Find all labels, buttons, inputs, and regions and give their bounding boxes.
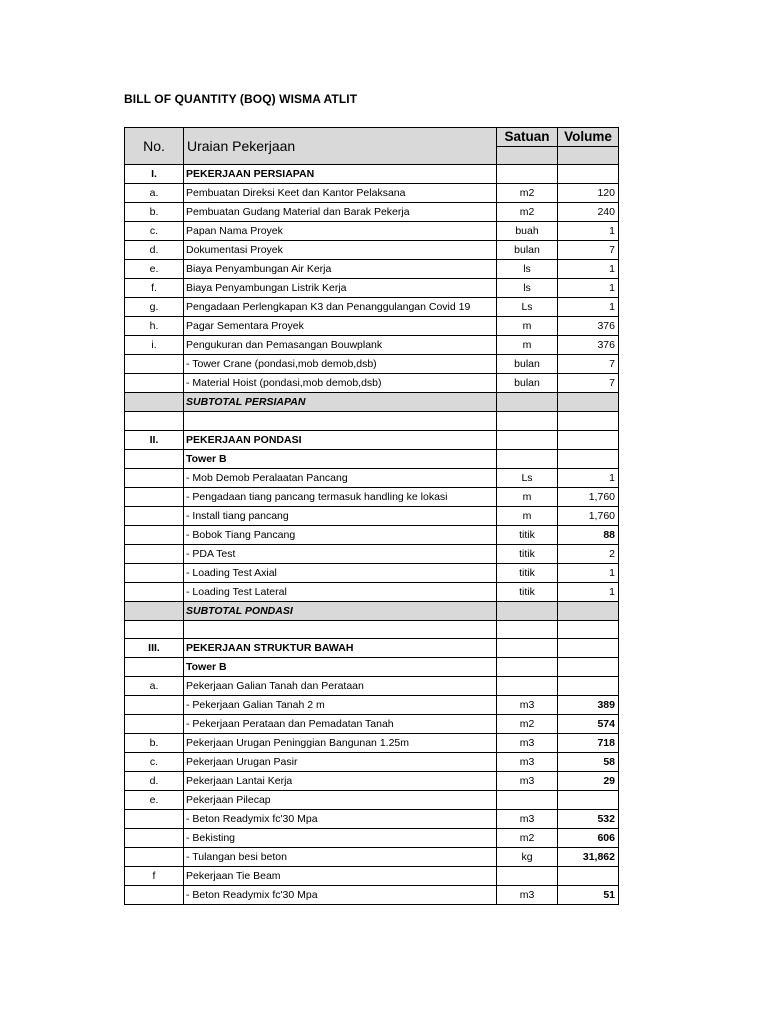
table-header-row	[125, 128, 619, 147]
cell-volume: 1	[558, 298, 619, 317]
cell-description	[184, 620, 497, 638]
cell-volume: 2	[558, 544, 619, 563]
cell-no	[125, 355, 184, 374]
cell-unit	[497, 677, 558, 696]
cell-no	[125, 620, 184, 638]
subtotal-row	[125, 393, 619, 412]
table-row	[125, 222, 619, 241]
cell-description: - Bekisting	[184, 829, 497, 848]
cell-no	[125, 696, 184, 715]
cell-description: Pekerjaan Lantai Kerja	[184, 772, 497, 791]
header-unit-blank	[497, 147, 558, 165]
cell-volume: 58	[558, 753, 619, 772]
cell-unit: ls	[497, 260, 558, 279]
cell-volume: 7	[558, 355, 619, 374]
cell-unit: m2	[497, 184, 558, 203]
table-row	[125, 544, 619, 563]
cell-volume: 88	[558, 525, 619, 544]
table-row	[125, 468, 619, 487]
cell-volume: 606	[558, 829, 619, 848]
cell-volume: 29	[558, 772, 619, 791]
cell-description: Papan Nama Proyek	[184, 222, 497, 241]
cell-volume	[558, 867, 619, 886]
cell-description: PEKERJAAN STRUKTUR BAWAH	[184, 639, 497, 658]
cell-volume	[558, 677, 619, 696]
table-row	[125, 336, 619, 355]
cell-volume: 240	[558, 203, 619, 222]
cell-unit: titik	[497, 544, 558, 563]
table-row	[125, 772, 619, 791]
cell-description: SUBTOTAL PERSIAPAN	[184, 393, 497, 412]
cell-description: Pekerjaan Urugan Peninggian Bangunan 1.25m	[184, 734, 497, 753]
table-row	[125, 715, 619, 734]
cell-description: Pembuatan Direksi Keet dan Kantor Pelaksana	[184, 184, 497, 203]
cell-description: - Bobok Tiang Pancang	[184, 525, 497, 544]
cell-description: Pekerjaan Galian Tanah dan Perataan	[184, 677, 497, 696]
cell-description: - Beton Readymix fc'30 Mpa	[184, 810, 497, 829]
cell-unit	[497, 430, 558, 449]
cell-volume: 1	[558, 582, 619, 601]
cell-description: - Pekerjaan Galian Tanah 2 m	[184, 696, 497, 715]
cell-unit	[497, 449, 558, 468]
cell-volume	[558, 430, 619, 449]
cell-no	[125, 374, 184, 393]
cell-no	[125, 582, 184, 601]
table-row	[125, 525, 619, 544]
cell-unit	[497, 620, 558, 638]
cell-no: i.	[125, 336, 184, 355]
cell-no	[125, 449, 184, 468]
cell-unit: m3	[497, 696, 558, 715]
table-row	[125, 886, 619, 905]
table-row	[125, 696, 619, 715]
cell-volume	[558, 449, 619, 468]
cell-volume: 1	[558, 468, 619, 487]
table-row	[125, 753, 619, 772]
cell-no: b.	[125, 203, 184, 222]
cell-volume: 1	[558, 279, 619, 298]
cell-description: Pekerjaan Urugan Pasir	[184, 753, 497, 772]
table-body	[125, 165, 619, 905]
header-unit: Satuan	[497, 128, 558, 147]
cell-no	[125, 829, 184, 848]
cell-unit	[497, 867, 558, 886]
cell-volume: 1,760	[558, 487, 619, 506]
blank-row	[125, 412, 619, 430]
cell-volume: 376	[558, 336, 619, 355]
cell-no	[125, 506, 184, 525]
cell-no: c.	[125, 222, 184, 241]
cell-unit: m3	[497, 886, 558, 905]
cell-description: - Loading Test Axial	[184, 563, 497, 582]
cell-description: Biaya Penyambungan Air Kerja	[184, 260, 497, 279]
header-volume-blank	[558, 147, 619, 165]
cell-description: - Mob Demob Peralaatan Pancang	[184, 468, 497, 487]
cell-no	[125, 393, 184, 412]
cell-description: Tower B	[184, 658, 497, 677]
table-row	[125, 260, 619, 279]
cell-description: - Beton Readymix fc'30 Mpa	[184, 886, 497, 905]
cell-description: Tower B	[184, 449, 497, 468]
cell-description: - Install tiang pancang	[184, 506, 497, 525]
header-no: No.	[125, 128, 184, 165]
cell-volume: 1	[558, 563, 619, 582]
cell-description: - Loading Test Lateral	[184, 582, 497, 601]
cell-volume	[558, 639, 619, 658]
cell-description: Dokumentasi Proyek	[184, 241, 497, 260]
cell-description: Pekerjaan Tie Beam	[184, 867, 497, 886]
cell-no: e.	[125, 260, 184, 279]
cell-volume: 7	[558, 374, 619, 393]
cell-unit: m	[497, 317, 558, 336]
cell-volume: 1	[558, 260, 619, 279]
cell-description: - Tulangan besi beton	[184, 848, 497, 867]
cell-unit: m3	[497, 753, 558, 772]
cell-no	[125, 886, 184, 905]
section-row	[125, 165, 619, 184]
cell-volume: 718	[558, 734, 619, 753]
cell-volume: 1,760	[558, 506, 619, 525]
table-row	[125, 203, 619, 222]
cell-no	[125, 412, 184, 430]
cell-volume: 532	[558, 810, 619, 829]
cell-volume: 574	[558, 715, 619, 734]
cell-no	[125, 563, 184, 582]
table-row	[125, 829, 619, 848]
cell-unit: bulan	[497, 355, 558, 374]
cell-unit: m2	[497, 829, 558, 848]
cell-no: a.	[125, 184, 184, 203]
document-title: BILL OF QUANTITY (BOQ) WISMA ATLIT	[124, 92, 358, 106]
subtotal-row	[125, 601, 619, 620]
cell-unit: kg	[497, 848, 558, 867]
cell-volume	[558, 412, 619, 430]
cell-no: c.	[125, 753, 184, 772]
table-row	[125, 506, 619, 525]
cell-unit: m	[497, 487, 558, 506]
cell-no	[125, 658, 184, 677]
cell-volume: 1	[558, 222, 619, 241]
cell-volume: 120	[558, 184, 619, 203]
section-row	[125, 639, 619, 658]
cell-description: SUBTOTAL PONDASI	[184, 601, 497, 620]
cell-no	[125, 848, 184, 867]
cell-volume	[558, 601, 619, 620]
cell-no: d.	[125, 241, 184, 260]
cell-unit: buah	[497, 222, 558, 241]
cell-no: h.	[125, 317, 184, 336]
cell-no: a.	[125, 677, 184, 696]
cell-no	[125, 601, 184, 620]
cell-unit: Ls	[497, 468, 558, 487]
cell-unit: titik	[497, 563, 558, 582]
cell-volume: 31,862	[558, 848, 619, 867]
cell-no: d.	[125, 772, 184, 791]
cell-description: Pembuatan Gudang Material dan Barak Pekerja	[184, 203, 497, 222]
cell-description: - Pengadaan tiang pancang termasuk handling ke lokasi	[184, 487, 497, 506]
table-row	[125, 867, 619, 886]
cell-unit: m3	[497, 734, 558, 753]
boq-table	[124, 127, 619, 905]
cell-description: Pengadaan Perlengkapan K3 dan Penanggulangan Covid 19	[184, 298, 497, 317]
cell-volume	[558, 658, 619, 677]
cell-description: Pekerjaan Pilecap	[184, 791, 497, 810]
cell-unit	[497, 658, 558, 677]
table-row	[125, 241, 619, 260]
subheading-row	[125, 658, 619, 677]
cell-unit	[497, 393, 558, 412]
cell-description: - Tower Crane (pondasi,mob demob,dsb)	[184, 355, 497, 374]
table-row	[125, 582, 619, 601]
cell-no: I.	[125, 165, 184, 184]
cell-unit: m3	[497, 810, 558, 829]
cell-unit: m	[497, 506, 558, 525]
cell-no	[125, 715, 184, 734]
cell-unit: m2	[497, 715, 558, 734]
cell-unit: m2	[497, 203, 558, 222]
cell-no: II.	[125, 430, 184, 449]
cell-unit: titik	[497, 582, 558, 601]
table-row	[125, 563, 619, 582]
table-row	[125, 184, 619, 203]
table-row	[125, 317, 619, 336]
table-row	[125, 677, 619, 696]
cell-unit: m	[497, 336, 558, 355]
cell-description: PEKERJAAN PERSIAPAN	[184, 165, 497, 184]
table-row	[125, 374, 619, 393]
cell-description	[184, 412, 497, 430]
cell-no: g.	[125, 298, 184, 317]
cell-unit	[497, 791, 558, 810]
cell-volume: 7	[558, 241, 619, 260]
cell-volume	[558, 791, 619, 810]
subheading-row	[125, 449, 619, 468]
table-row	[125, 734, 619, 753]
cell-description: PEKERJAAN PONDASI	[184, 430, 497, 449]
cell-no	[125, 487, 184, 506]
cell-no	[125, 810, 184, 829]
cell-unit	[497, 639, 558, 658]
cell-description: - PDA Test	[184, 544, 497, 563]
cell-description: Biaya Penyambungan Listrik Kerja	[184, 279, 497, 298]
cell-volume	[558, 620, 619, 638]
table-row	[125, 298, 619, 317]
cell-volume: 389	[558, 696, 619, 715]
table-row	[125, 810, 619, 829]
cell-no: f	[125, 867, 184, 886]
cell-unit: bulan	[497, 374, 558, 393]
cell-no	[125, 525, 184, 544]
cell-unit	[497, 412, 558, 430]
cell-description: - Material Hoist (pondasi,mob demob,dsb)	[184, 374, 497, 393]
cell-no: e.	[125, 791, 184, 810]
cell-no	[125, 544, 184, 563]
table-row	[125, 279, 619, 298]
cell-description: Pagar Sementara Proyek	[184, 317, 497, 336]
cell-unit: Ls	[497, 298, 558, 317]
header-description: Uraian Pekerjaan	[184, 128, 497, 165]
table-row	[125, 848, 619, 867]
table-row	[125, 487, 619, 506]
cell-unit: ls	[497, 279, 558, 298]
cell-no: f.	[125, 279, 184, 298]
table-row	[125, 791, 619, 810]
cell-volume	[558, 165, 619, 184]
cell-description: - Pekerjaan Perataan dan Pemadatan Tanah	[184, 715, 497, 734]
cell-no	[125, 468, 184, 487]
cell-no: III.	[125, 639, 184, 658]
cell-volume	[558, 393, 619, 412]
cell-unit	[497, 601, 558, 620]
table-row	[125, 355, 619, 374]
cell-unit: titik	[497, 525, 558, 544]
header-volume: Volume	[558, 128, 619, 147]
cell-no: b.	[125, 734, 184, 753]
cell-volume: 376	[558, 317, 619, 336]
cell-unit: bulan	[497, 241, 558, 260]
cell-unit: m3	[497, 772, 558, 791]
cell-unit	[497, 165, 558, 184]
cell-volume: 51	[558, 886, 619, 905]
section-row	[125, 430, 619, 449]
blank-row	[125, 620, 619, 638]
cell-description: Pengukuran dan Pemasangan Bouwplank	[184, 336, 497, 355]
